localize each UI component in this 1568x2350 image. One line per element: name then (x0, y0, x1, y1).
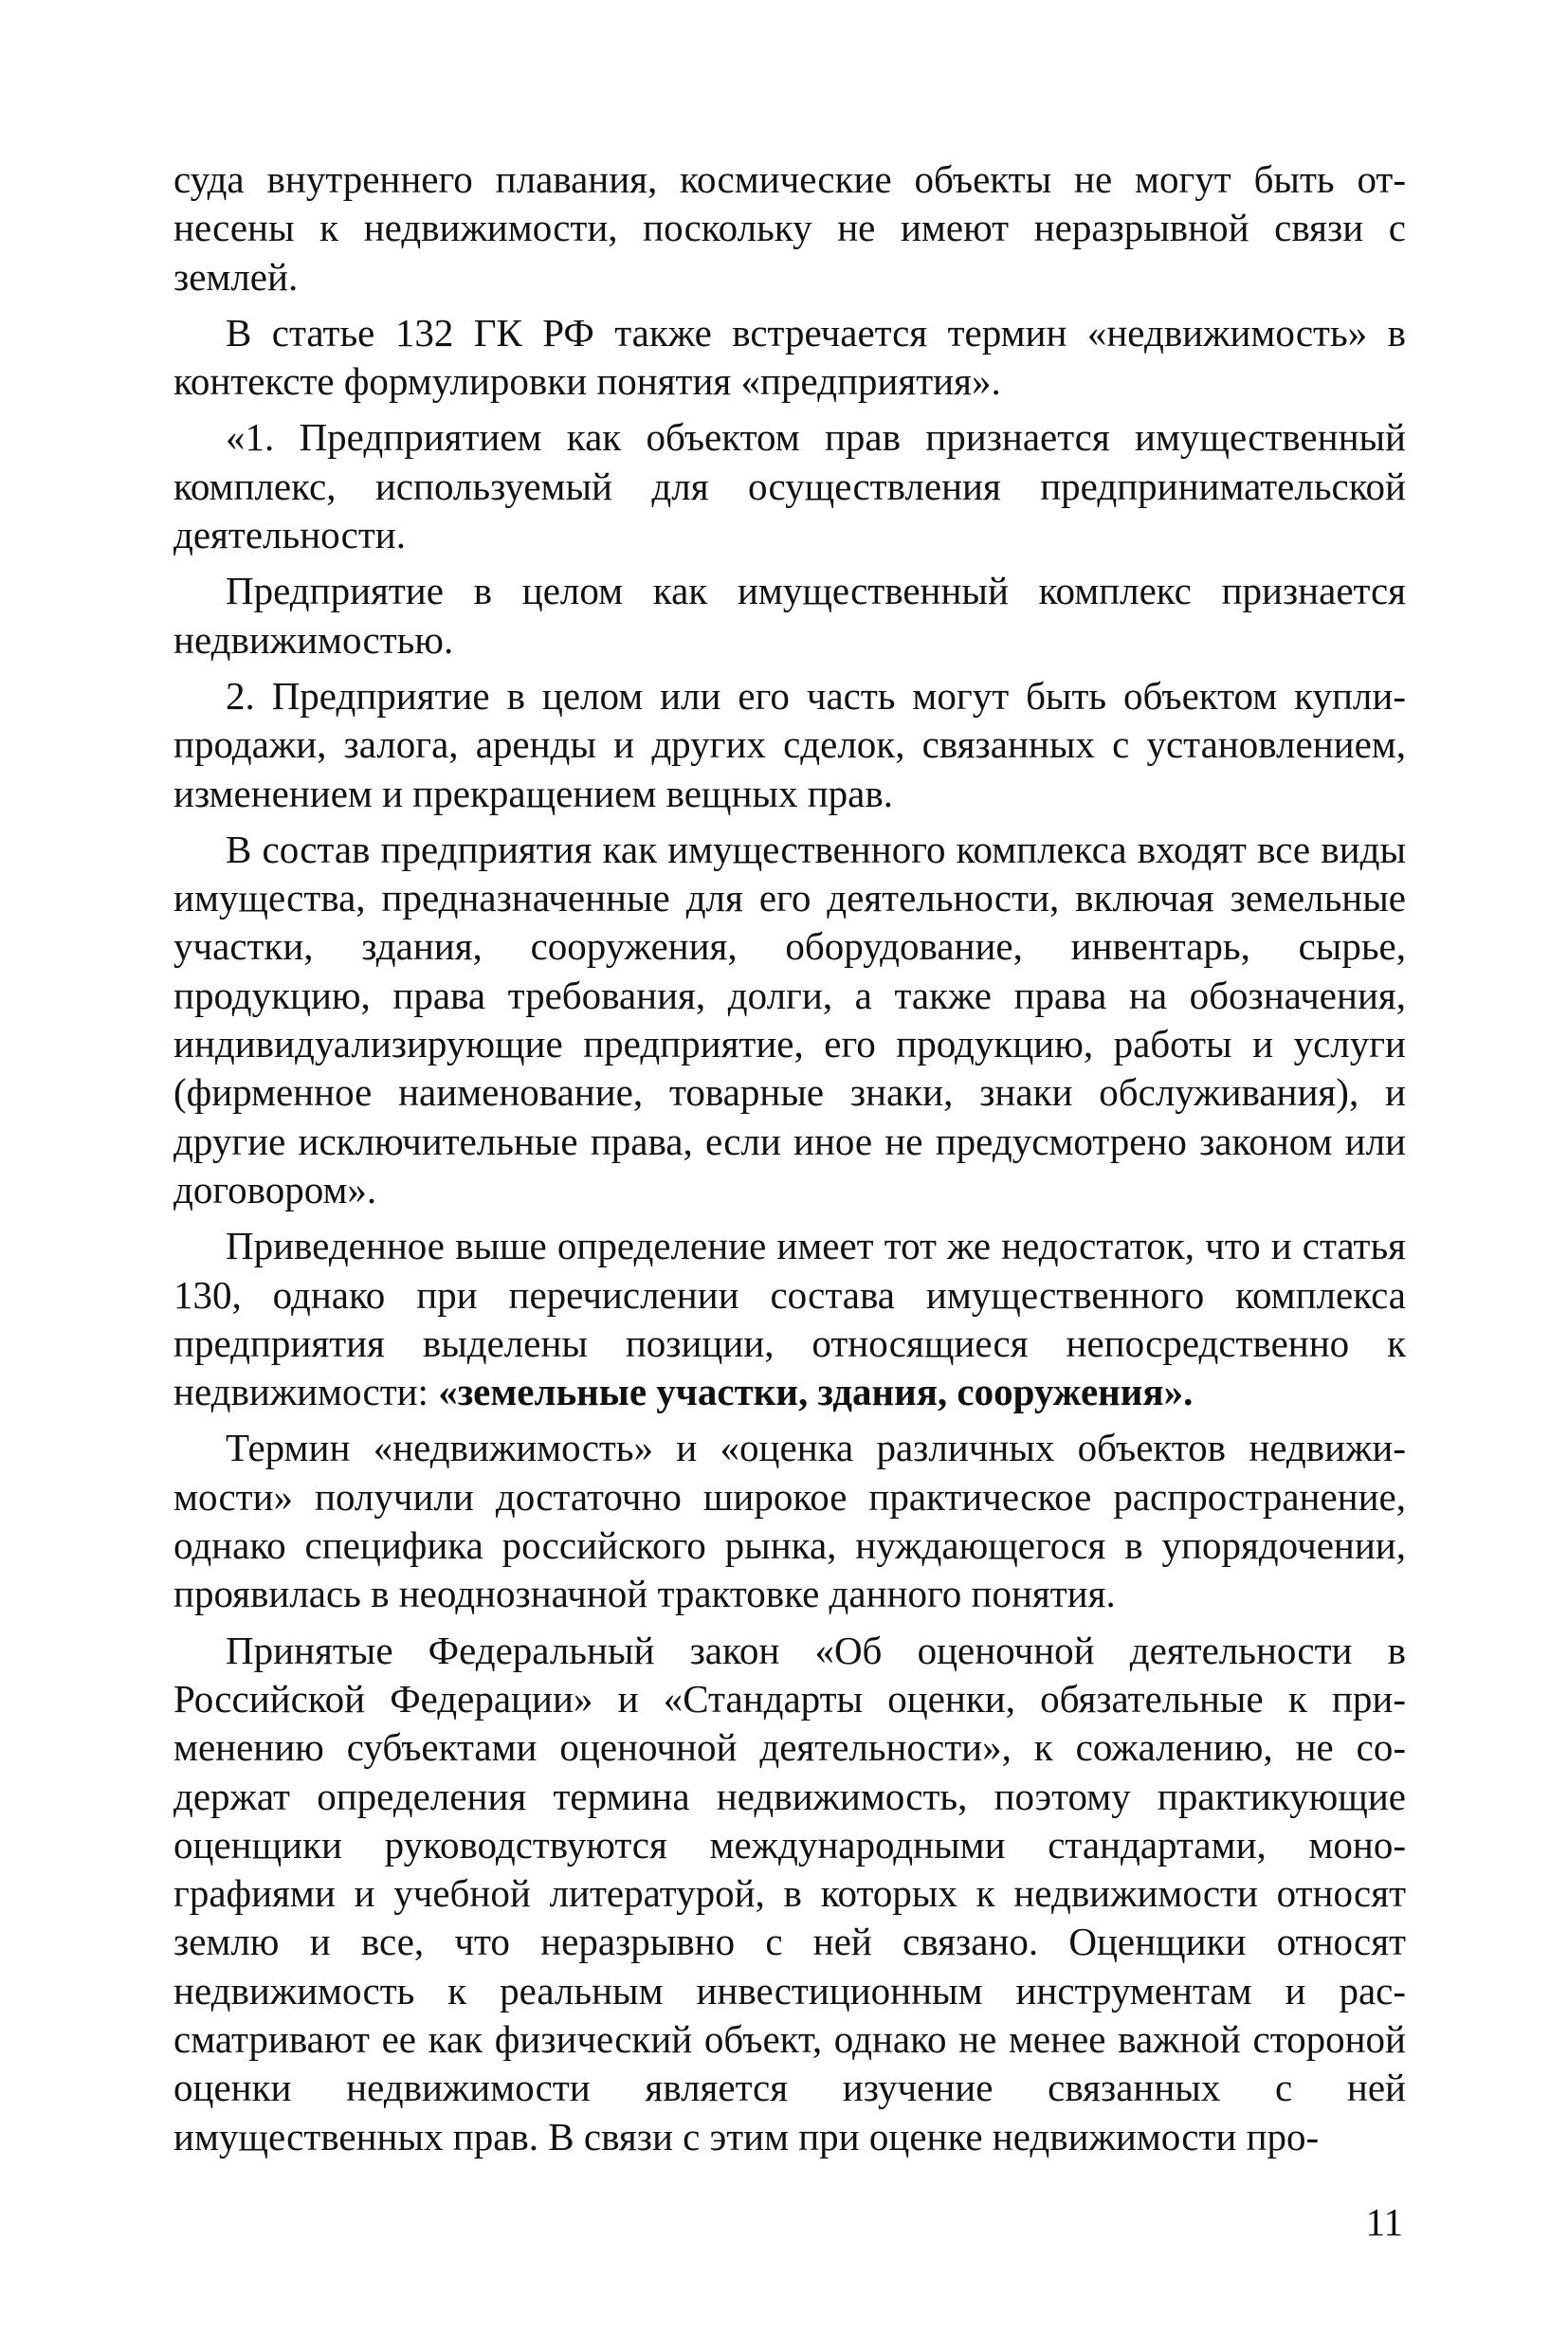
paragraph-1: суда внутреннего плавания, космические объекты не могут быть отнесены к недвижимости, поскольку не имеют неразрывной связи с землей. (173, 157, 1406, 299)
page-number: 11 (1365, 2200, 1403, 2244)
paragraph-7-text: Приведенное выше определение имеет тот же недостаток, что и статья 130, однако при перечислении состава имущественного комплекса предприятия выделены позиции, относящиеся непосредственно к недвижимости: (173, 1224, 1406, 1414)
paragraph-7 (173, 1222, 1406, 1416)
body-text (173, 155, 1406, 2161)
paragraph-8: Термин «недвижимость» и «оценка различных объектов недвижимости» получили достаточно широкое практическое распространение, однако специфика российского рынка, нуждающегося в упорядочении, проявилась в неоднозначной трактовке данного понятия. (173, 1426, 1406, 1616)
paragraph-5: 2. Предприятие в целом или его часть могут быть объектом купли-продажи, залога, аренды и других сделок, связанных с установлением, изменением и прекращением вещных прав. (173, 673, 1406, 815)
paragraph-4: Предприятие в целом как имущественный комплекс признается недвижимостью. (173, 569, 1406, 662)
paragraph-3: «1. Предприятием как объектом прав признается имущественный комплекс, используемый для осуществления предпринимательской деятельности. (173, 415, 1406, 557)
paragraph-9: Принятые Федеральный закон «Об оценочной деятельности в Российской Федерации» и «Стандарты оценки, обязательные к применению субъектами оценочной деятельности», к сожалению, не содержат определения термина недвижимость, поэтому практикующие оценщики руководствуются международными стандартами, монографиями и учебной литературой, в которых к недвижимости относят землю и все, что неразрывно с ней связано. Оценщики относят недвижимость к реальным инвестиционным инструментам и рассматривают ее как физический объект, однако не менее важной стороной оценки недвижимости является изучение связанных с ней имущественных прав. В связи с этим при оценке недвижимости про- (173, 1628, 1406, 2159)
paragraph-6: В состав предприятия как имущественного комплекса входят все виды имущества, предназначенные для его деятельности, включая земельные участки, здания, сооружения, оборудование, инвентарь, сырье, продукцию, права требования, долги, а также права на обозначения, индивидуализирующие предприятие, его продукцию, работы и услуги (фирменное наименование, товарные знаки, знаки обслуживания), и другие исключительные права, если иное не предусмотрено законом или договором». (173, 827, 1406, 1211)
paragraph-2: В статье 132 ГК РФ также встречается термин «недвижимость» в контексте формулировки понятия «предприятия». (173, 310, 1406, 404)
paragraph-7-bold-text: «земельные участки, здания, сооружения». (438, 1370, 1194, 1414)
